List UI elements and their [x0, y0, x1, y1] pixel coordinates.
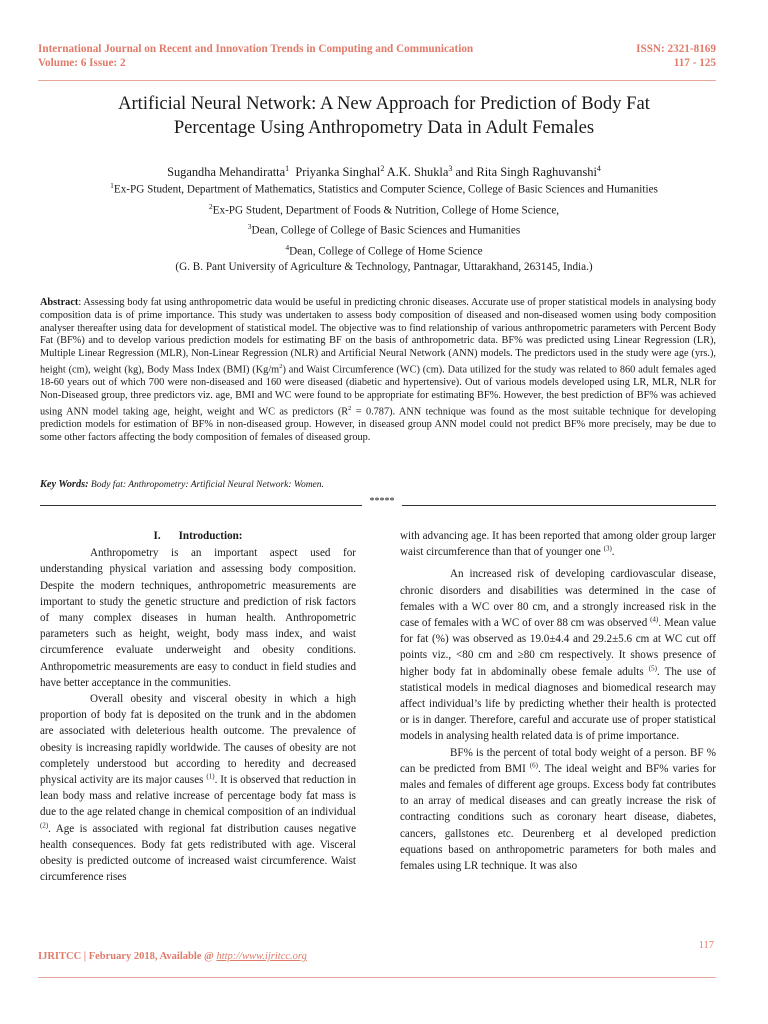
paragraph-text: Overall obesity and visceral obesity in which a high proportion of body fat is deposited on the trunk and in the abdomen are associated with deleterious health outcome. The prevalence of obesity is increasing rapidly worldwide. The causes of obesity are not completely understood but according to heredity and decreased physical activity are its major causes — [40, 693, 356, 787]
keywords-label: Key Words: — [40, 479, 89, 490]
keywords-text: Body fat: Anthropometry: Artificial Neural Network: Women. — [88, 480, 324, 490]
section-number: I. — [153, 530, 161, 542]
paragraph-text: . Age is associated with regional fat distribution causes negative health consequences. Body fat gets redistributed with age. Visceral obesity is predicted outcome of increased waist circumference. Waist circumference rises — [40, 822, 356, 884]
citation: (2) — [40, 820, 49, 829]
citation: (4) — [650, 615, 659, 624]
citation: (5) — [648, 663, 657, 672]
author-name: A.K. Shukla — [386, 165, 449, 180]
left-column — [40, 528, 356, 885]
affiliations — [40, 178, 728, 276]
affiliation-sup: 1 — [110, 181, 114, 190]
abstract-sup: 2 — [279, 362, 283, 370]
title-line-2: Percentage Using Anthropometry Data in Adult Females — [173, 117, 595, 138]
affiliation-line — [40, 260, 728, 276]
volume-issue: Volume: 6 Issue: 2 — [38, 57, 126, 69]
affiliation-line — [40, 240, 728, 261]
separator-line-left — [40, 505, 362, 506]
affiliation-sup: 4 — [285, 242, 290, 252]
journal-name: International Journal on Recent and Innovation Trends in Computing and Communication — [38, 43, 474, 55]
abstract-sup: 2 — [348, 404, 352, 412]
abstract-label: Abstract — [40, 297, 79, 308]
affiliation-text: Dean, College of College of Home Science — [289, 245, 483, 258]
citation: (1) — [206, 772, 215, 781]
author-name: Priyanka Singhal — [295, 165, 381, 180]
right-column — [400, 528, 716, 874]
abstract-text: = 0.787). ANN technique was found as the most suitable technique for developing prediction models for estimation of BF% in non-diseased group. However, in diseased group ANN model could not predict BF% more precisely, may be due to some other factors affecting the body composition of females of diseased group. — [40, 406, 716, 443]
paragraph-text: . The use of statistical models in medical diagnoses and biomedical research may affect individual’s life by predicting whether their health is protected or is in danger. Therefore, careful and accurate use of proper statistical models in analysing health related data is of prime importance. — [400, 665, 716, 743]
citation: (6) — [529, 761, 538, 770]
paragraph — [400, 528, 716, 560]
affiliation-sup: 3 — [247, 222, 252, 232]
author-sup: 1 — [285, 164, 290, 173]
paragraph — [400, 566, 716, 744]
paragraph-text: . Mean value for fat (%) was observed as 19.0±4.4 and 29.2±5.6 cm at WC cut off points viz., <80 cm and ≥80 cm respectively. It shows presence of higher body fat in abdominally obese female adults — [400, 617, 716, 678]
paragraph-text: . It is observed that reduction in lean body mass and relative increase of percentage body fat mass is due to the age related change in chemical composition of an individual — [40, 774, 356, 819]
paragraph-text: with advancing age. It has been reported that among older group larger waist circumference than that of younger one — [400, 530, 716, 559]
author-name: and Rita Singh Raghuvanshi — [455, 165, 597, 180]
footer-text: IJRITCC | February 2018, Available @ — [38, 951, 217, 962]
title-line-1: Artificial Neural Network: A New Approach for Prediction of Body Fat — [118, 93, 650, 114]
abstract — [40, 297, 716, 445]
paragraph — [40, 691, 356, 885]
abstract-text: ) and Waist Circumference (WC) (cm). Data utilized for the study was related to 860 adult females aged 18-60 years out of which 700 were non-diseased and 160 were diseased (diabetic and hypertensive). Out of various models developed using LR, MLR, NLR for Non-Diseased group, three predictors viz. age, BMI and WC were found to be appropriate for estimating BF%. However, the best prediction of BF% was achieved using ANN model taking age, height, weight and WC as predictors (R — [40, 364, 716, 418]
paragraph-text: . — [611, 546, 615, 559]
abstract-text: : Assessing body fat using anthropometric data would be useful in predicting chronic diseases. Accurate use of proper statistical models in analysing body composition data is of prime importance. This study was undertaken to assess body composition of diseased and non-diseased women using body composition analyser thereafter using data for development of statistical model. The objective was to find relationship of various anthropometric parameters with Percent Body Fat (BF%) and to develop various prediction models for estimating BF on the basis of anthropometric data. BF% was predicted using Linear Regression (LR), Multiple Linear Regression (MLR), Non-Linear Regression (NLR) and Artificial Neural Network (ANN) models. The predictors used in the study were age (yrs.), height (cm), weight (kg), Body Mass Index (BMI) (Kg/m — [40, 297, 716, 376]
affiliation-line — [40, 199, 728, 220]
page-number: 117 — [698, 940, 714, 951]
affiliation-text: Dean, College of College of Basic Sciences and Humanities — [251, 224, 521, 237]
paragraph: Anthropometry is an important aspect used for understanding physical variation and assessing body composition. Despite the modern techniques, anthropometric measurements are important to study the genetic structure and prediction of risk factors of many complex diseases in human health. Anthropometric parameters such as height, weight, body mass index, and waist circumference evaluate underweight and obesity conditions. Anthropometric measurements are easy to conduct in field studies and have better acceptance in the communities. — [40, 547, 356, 689]
affiliation-text: (G. B. Pant University of Agriculture & Technology, Pantnagar, Uttarakhand, 263145, India.) — [175, 261, 593, 274]
separator-line-right — [402, 505, 716, 506]
section-title: Introduction: — [178, 530, 243, 542]
affiliation-sup: 2 — [208, 201, 213, 211]
separator-stars: ***** — [369, 496, 395, 507]
affiliation-text: Ex-PG Student, Department of Foods & Nutrition, College of Home Science, — [212, 204, 560, 217]
paragraph — [400, 745, 716, 875]
paragraph-text: An increased risk of developing cardiovascular disease, chronic disorders and disabilities was determined in the case of females with a WC over 80 cm, and a strongly increased risk in the case of females with a WC of over 88 cm was observed — [400, 568, 716, 630]
issn: ISSN: 2321-8169 — [636, 43, 716, 55]
affiliation-line — [40, 219, 728, 240]
section-separator — [40, 496, 716, 510]
author-name: Sugandha Mehandiratta — [167, 165, 286, 180]
author-sup: 3 — [448, 164, 453, 173]
header-divider — [38, 80, 716, 81]
paragraph-text: . The ideal weight and BF% varies for males and females of different age groups. Excess body fat contributes to an array of medical diseases and can greatly increase the risk of contracting conditions such as coronary heart disease, diabetes, cancers, gallstones etc. Deurenberg et al developed prediction equations based on anthropometric parameters for both males and females using LR technique. It was also — [400, 762, 716, 873]
footer-divider — [38, 977, 716, 978]
journal-link[interactable]: http://www.ijritcc.org — [216, 951, 307, 962]
author-sup: 4 — [596, 164, 601, 173]
keywords — [40, 479, 716, 490]
affiliation-line — [40, 178, 728, 199]
paragraph-text: BF% is the percent of total body weight of a person. BF % can be predicted from BMI — [400, 746, 716, 775]
citation: (3) — [603, 544, 612, 553]
author-sup: 2 — [380, 164, 385, 173]
affiliation-text: Ex-PG Student, Department of Mathematics, Statistics and Computer Science, College of Basic Sciences and Humanities — [113, 183, 658, 196]
paper-title — [40, 92, 728, 140]
section-heading — [40, 528, 356, 544]
page-footer — [38, 951, 307, 962]
page-range: 117 - 125 — [673, 57, 716, 69]
